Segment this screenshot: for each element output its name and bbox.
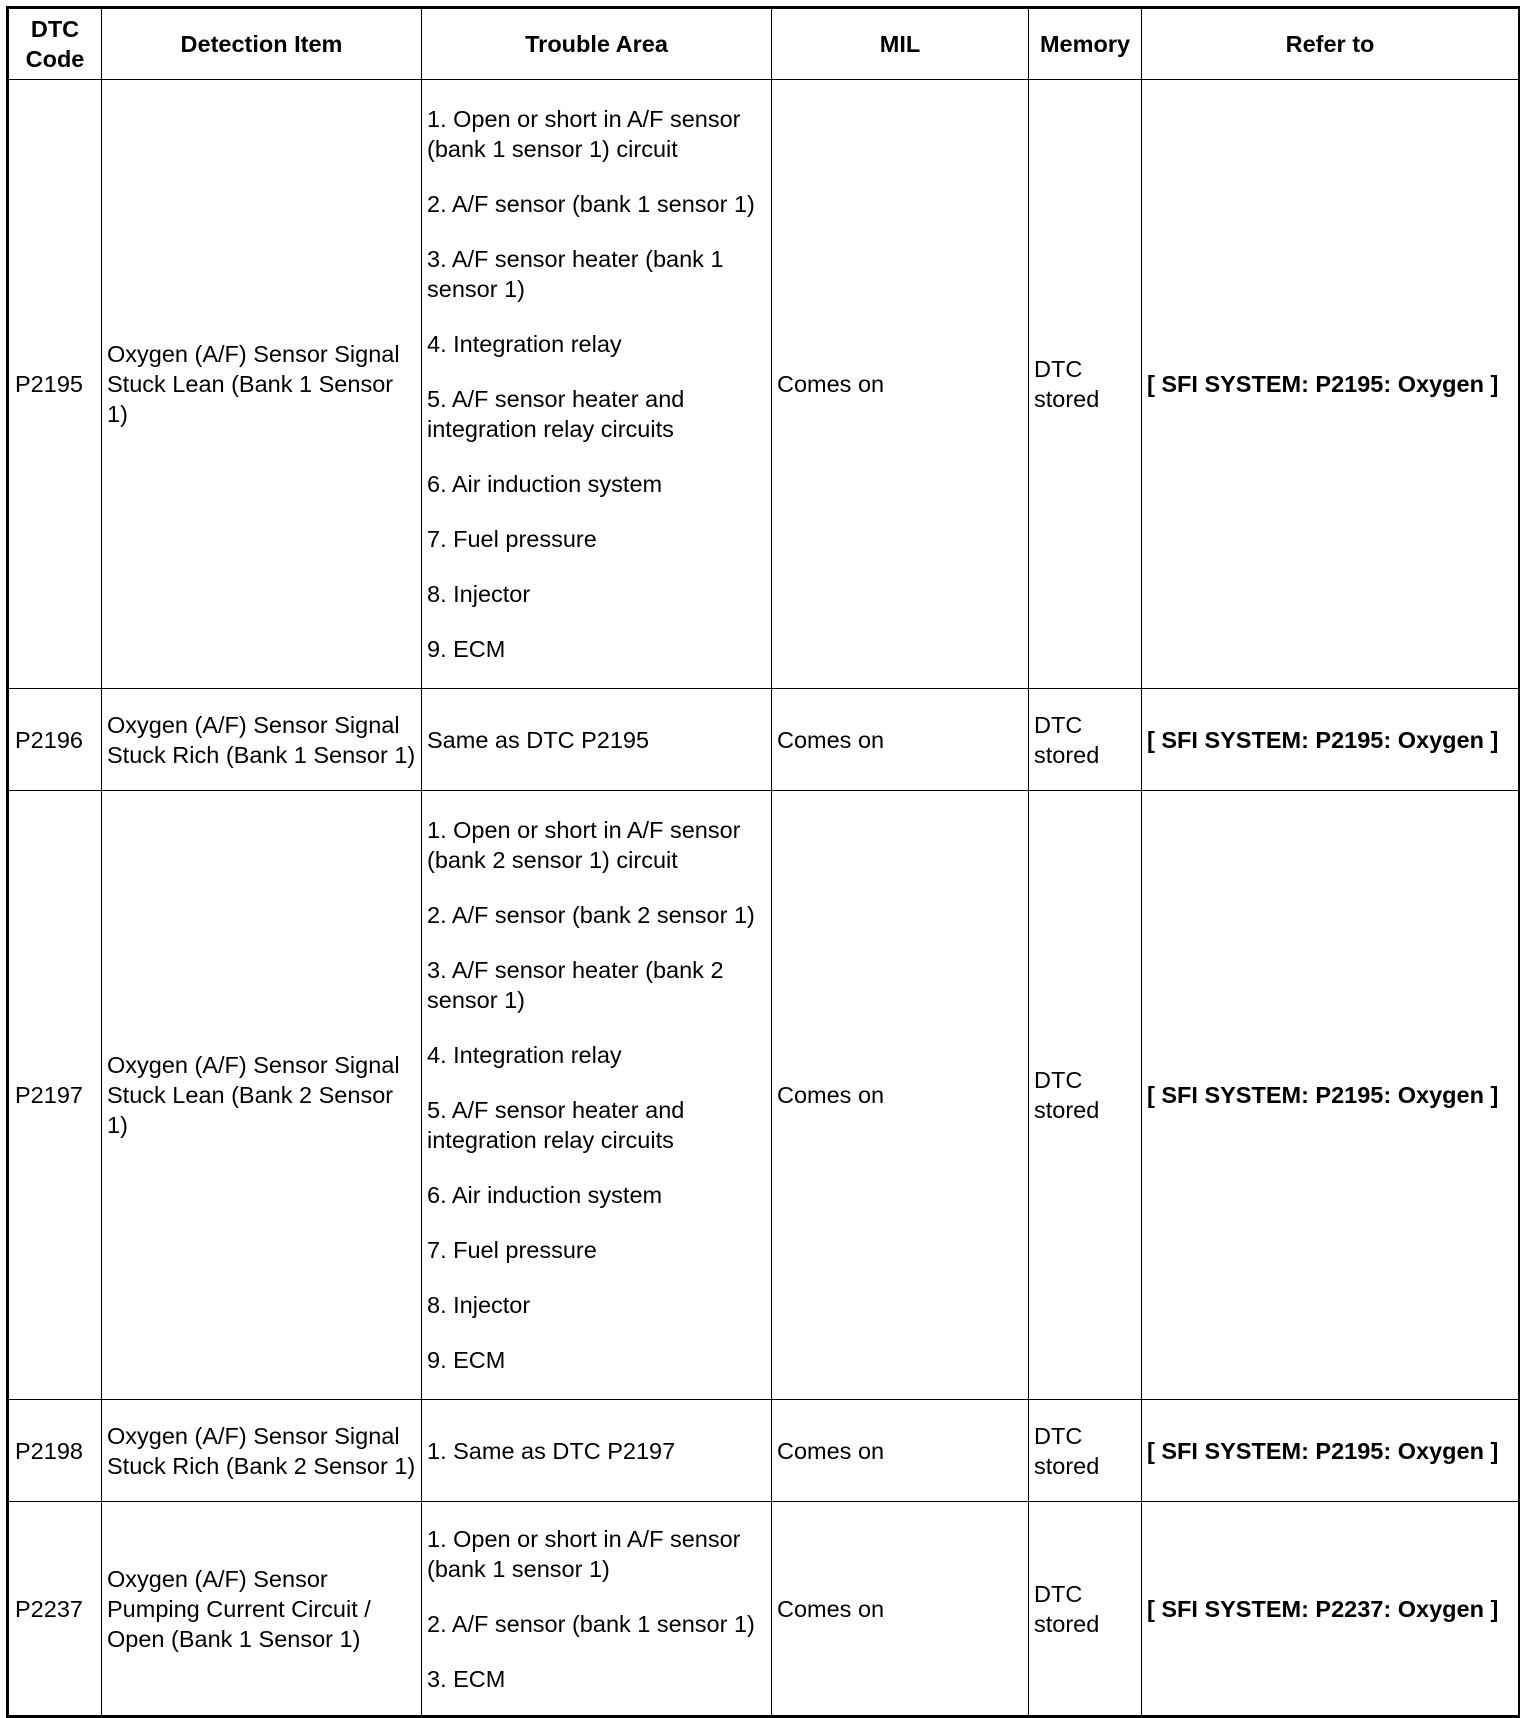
mil-cell: Comes on — [772, 80, 1029, 689]
trouble-area-item: 2. A/F sensor (bank 1 sensor 1) — [427, 1610, 755, 1637]
dtc-code-cell: P2197 — [8, 791, 102, 1400]
trouble-area-cell — [422, 791, 772, 1400]
trouble-area-item: 6. Air induction system — [427, 471, 663, 497]
refer-to-cell: [ SFI SYSTEM: P2237: Oxygen ] — [1142, 1502, 1520, 1717]
trouble-area-cell — [422, 1400, 772, 1502]
trouble-area-item: 9. ECM — [427, 1347, 506, 1373]
trouble-area-item: 7. Fuel pressure — [427, 1237, 597, 1263]
refer-to-cell: [ SFI SYSTEM: P2195: Oxygen ] — [1142, 1400, 1520, 1502]
trouble-area-item: 1. Same as DTC P2197 — [427, 1437, 676, 1464]
memory-cell: DTC stored — [1029, 80, 1142, 689]
trouble-area-item: 6. Air induction system — [427, 1182, 663, 1208]
refer-to-cell: [ SFI SYSTEM: P2195: Oxygen ] — [1142, 791, 1520, 1400]
trouble-area-item: 1. Open or short in A/F sensor (bank 1 sensor 1) — [427, 1525, 741, 1582]
detection-item-cell: Oxygen (A/F) Sensor Signal Stuck Rich (Bank 2 Sensor 1) — [102, 1400, 422, 1502]
trouble-area-item: 3. A/F sensor heater (bank 2 sensor 1) — [427, 957, 724, 1013]
detection-item-cell: Oxygen (A/F) Sensor Signal Stuck Rich (Bank 1 Sensor 1) — [102, 689, 422, 791]
dtc-code-cell: P2198 — [8, 1400, 102, 1502]
trouble-area-item: 4. Integration relay — [427, 331, 622, 357]
trouble-area-item: 3. A/F sensor heater (bank 1 sensor 1) — [427, 246, 724, 302]
table-body — [8, 80, 1520, 1717]
table-row — [8, 1502, 1520, 1717]
trouble-area-cell — [422, 80, 772, 689]
trouble-area-item: 1. Open or short in A/F sensor (bank 1 sensor 1) circuit — [427, 106, 741, 162]
dtc-code-cell: P2195 — [8, 80, 102, 689]
memory-cell: DTC stored — [1029, 791, 1142, 1400]
table-row — [8, 1400, 1520, 1502]
trouble-area-item: 5. A/F sensor heater and integration relay circuits — [427, 386, 685, 442]
trouble-area-cell — [422, 1502, 772, 1717]
table-row — [8, 80, 1520, 689]
trouble-area-item: 2. A/F sensor (bank 2 sensor 1) — [427, 902, 755, 928]
header-refer-to: Refer to — [1142, 8, 1520, 80]
trouble-area-item: 9. ECM — [427, 636, 506, 662]
mil-cell: Comes on — [772, 1502, 1029, 1717]
table-header-row — [8, 8, 1520, 80]
trouble-area-item: 5. A/F sensor heater and integration relay circuits — [427, 1097, 685, 1153]
trouble-area-cell — [422, 689, 772, 791]
memory-cell: DTC stored — [1029, 689, 1142, 791]
header-memory: Memory — [1029, 8, 1142, 80]
memory-cell: DTC stored — [1029, 1502, 1142, 1717]
mil-cell: Comes on — [772, 791, 1029, 1400]
dtc-code-cell: P2196 — [8, 689, 102, 791]
memory-cell: DTC stored — [1029, 1400, 1142, 1502]
trouble-area-item: 3. ECM — [427, 1665, 506, 1692]
header-trouble-area: Trouble Area — [422, 8, 772, 80]
header-mil: MIL — [772, 8, 1029, 80]
trouble-area-item: 7. Fuel pressure — [427, 526, 597, 552]
mil-cell: Comes on — [772, 689, 1029, 791]
dtc-table — [6, 6, 1520, 1718]
trouble-area-item: 4. Integration relay — [427, 1042, 622, 1068]
refer-to-cell: [ SFI SYSTEM: P2195: Oxygen ] — [1142, 689, 1520, 791]
detection-item-cell: Oxygen (A/F) Sensor Signal Stuck Lean (Bank 1 Sensor 1) — [102, 80, 422, 689]
header-dtc-code: DTC Code — [8, 8, 102, 80]
trouble-area-item: Same as DTC P2195 — [427, 726, 650, 753]
refer-to-cell: [ SFI SYSTEM: P2195: Oxygen ] — [1142, 80, 1520, 689]
trouble-area-item: 8. Injector — [427, 1292, 531, 1318]
detection-item-cell: Oxygen (A/F) Sensor Signal Stuck Lean (Bank 2 Sensor 1) — [102, 791, 422, 1400]
detection-item-cell: Oxygen (A/F) Sensor Pumping Current Circuit / Open (Bank 1 Sensor 1) — [102, 1502, 422, 1717]
dtc-code-cell: P2237 — [8, 1502, 102, 1717]
table-row — [8, 791, 1520, 1400]
trouble-area-item: 8. Injector — [427, 581, 531, 607]
mil-cell: Comes on — [772, 1400, 1029, 1502]
header-detection-item: Detection Item — [102, 8, 422, 80]
trouble-area-item: 2. A/F sensor (bank 1 sensor 1) — [427, 191, 755, 217]
table-row — [8, 689, 1520, 791]
trouble-area-item: 1. Open or short in A/F sensor (bank 2 sensor 1) circuit — [427, 817, 741, 873]
